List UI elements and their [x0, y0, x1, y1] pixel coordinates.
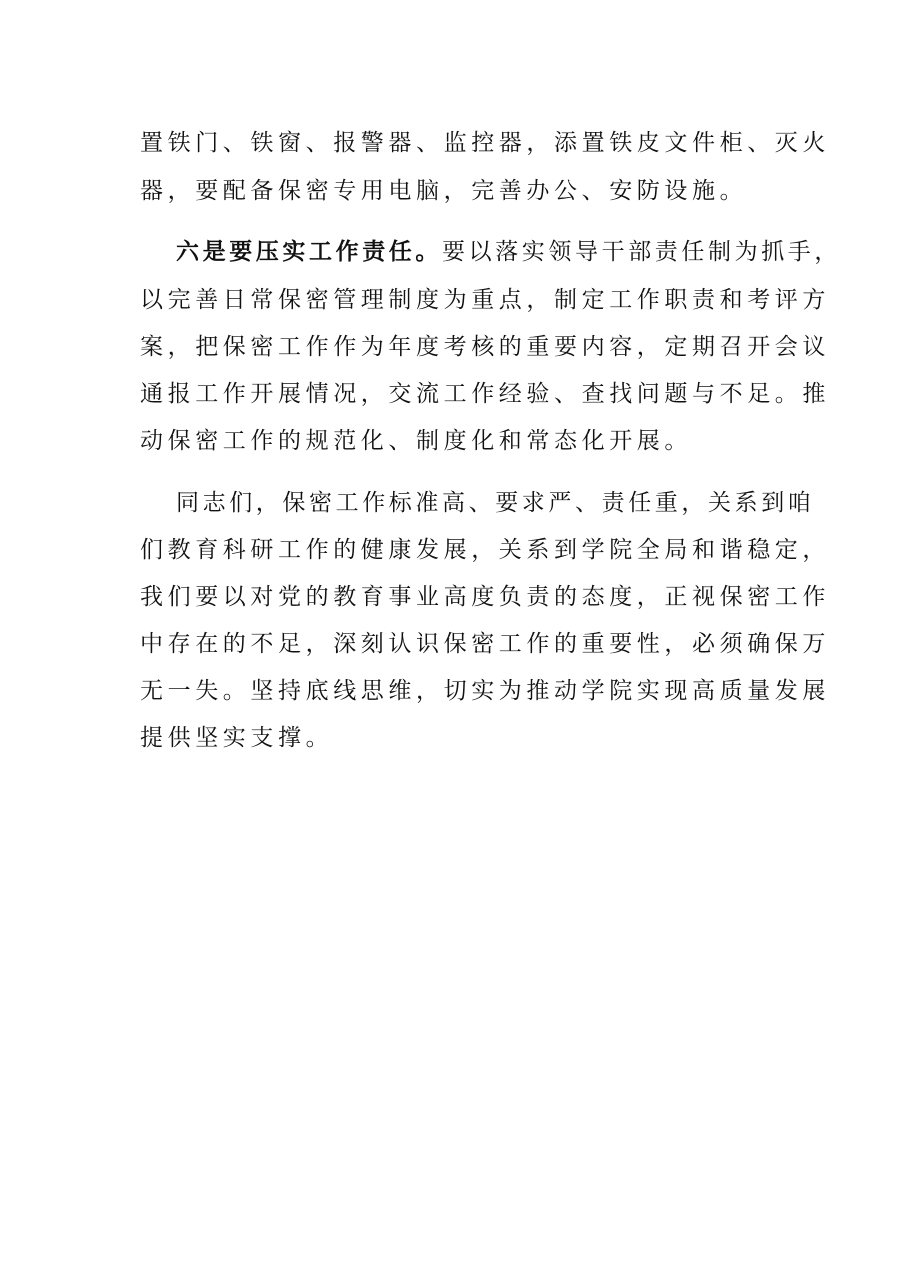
- paragraph-2-line-2: 以完善日常保密管理制度为重点，制定工作职责和考评方: [140, 287, 830, 313]
- paragraph-2-line-5: 动保密工作的规范化、制度化和常态化开展。: [140, 428, 692, 454]
- paragraph-1-line-1: 置铁门、铁窗、报警器、监控器，添置铁皮文件柜、灭火: [140, 130, 830, 156]
- paragraph-3-line-1: 同志们，保密工作标准高、要求严、责任重，关系到咱: [176, 490, 815, 516]
- paragraph-3-line-3: 我们要以对党的教育事业高度负责的态度，正视保密工作: [140, 584, 830, 610]
- paragraph-3-line-4: 中存在的不足，深刻认识保密工作的重要性，必须确保万: [140, 631, 830, 657]
- paragraph-2-line-3: 案，把保密工作作为年度考核的重要内容，定期召开会议: [140, 334, 830, 360]
- paragraph-2-line-1: [176, 237, 841, 267]
- paragraph-1-line-2: 器，要配备保密专用电脑，完善办公、安防设施。: [140, 178, 748, 204]
- paragraph-2-line-4: 通报工作开展情况，交流工作经验、查找问题与不足。推: [140, 381, 830, 407]
- paragraph-3-line-2: 们教育科研工作的健康发展，关系到学院全局和谐稳定，: [140, 537, 830, 563]
- paragraph-3-line-6: 提供坚实支撑。: [140, 725, 334, 751]
- paragraph-2-line-1-text: 要以落实领导干部责任制为抓手，: [442, 239, 841, 265]
- paragraph-2-heading: 六是要压实工作责任。: [176, 238, 442, 265]
- paragraph-3-line-5: 无一失。坚持底线思维，切实为推动学院实现高质量发展: [140, 678, 830, 704]
